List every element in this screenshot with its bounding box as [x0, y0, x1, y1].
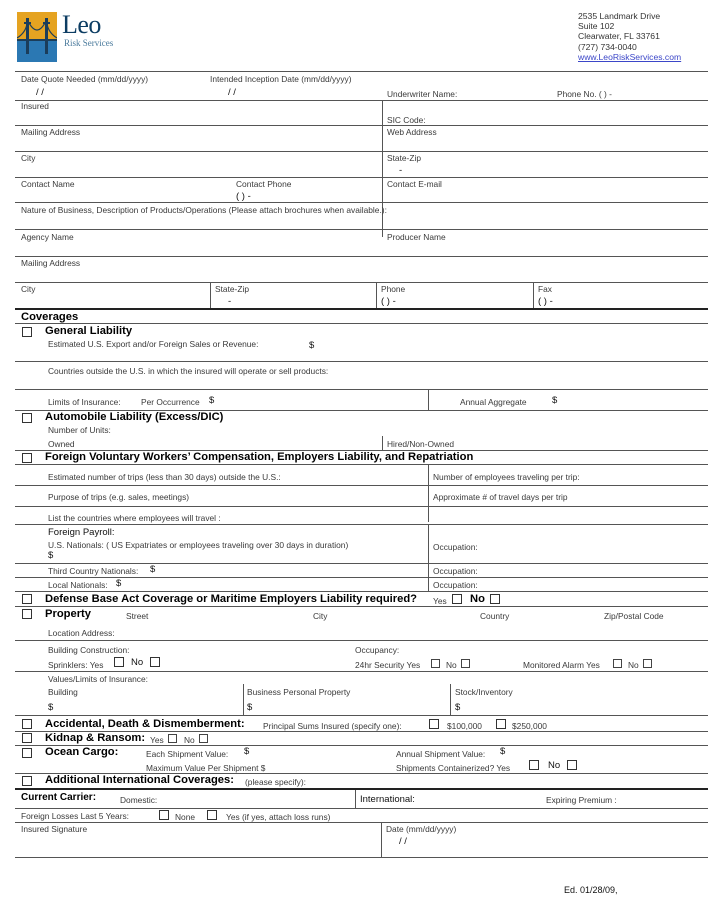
divider	[15, 715, 708, 716]
limits-label: Limits of Insurance:	[48, 397, 121, 407]
kr-checkbox[interactable]	[22, 733, 32, 743]
construction-label: Building Construction:	[48, 645, 130, 655]
each-shipment-label: Each Shipment Value:	[146, 749, 229, 759]
local-nationals-dollar: $	[116, 578, 122, 589]
divider	[15, 857, 708, 858]
column-divider	[450, 684, 451, 715]
column-divider	[355, 790, 356, 808]
divider	[15, 640, 708, 641]
stock-dollar: $	[455, 702, 461, 713]
column-divider	[382, 100, 383, 237]
divider	[15, 606, 708, 607]
property-title: Property	[45, 608, 92, 620]
add-250k-checkbox[interactable]	[496, 719, 506, 729]
containerized-yes-checkbox[interactable]	[529, 760, 539, 770]
contact-email-label: Contact E-mail	[387, 179, 442, 189]
city-label: City	[21, 153, 36, 163]
divider	[15, 125, 708, 126]
agency-fax-label: Fax	[538, 284, 552, 294]
divider	[15, 591, 708, 592]
losses-yes-checkbox[interactable]	[207, 810, 217, 820]
alarm-no-label: No	[628, 660, 639, 670]
website-link[interactable]: www.LeoRiskServices.com	[578, 51, 682, 62]
street-label: Street	[126, 611, 149, 621]
divider	[15, 151, 708, 152]
occupancy-label: Occupancy:	[355, 645, 400, 655]
bpp-dollar: $	[247, 702, 253, 713]
third-country-occupation-label: Occupation:	[433, 566, 478, 576]
property-checkbox[interactable]	[22, 609, 32, 619]
hired-label: Hired/Non-Owned	[387, 439, 455, 449]
country-label: Country	[480, 611, 510, 621]
divider	[15, 71, 708, 72]
state-zip-label: State-Zip	[387, 153, 421, 163]
add-title: Accidental, Death & Dismemberment:	[45, 718, 245, 730]
bpp-label: Business Personal Property	[247, 687, 351, 697]
signature-date-label: Date (mm/dd/yyyy)	[386, 824, 457, 834]
dba-yes-label: Yes	[433, 596, 447, 606]
agency-fax-field[interactable]: ( ) -	[538, 296, 553, 307]
security-yes-checkbox[interactable]	[431, 659, 440, 668]
export-sales-label: Estimated U.S. Export and/or Foreign Sales or Revenue:	[48, 339, 259, 349]
export-sales-dollar: $	[309, 340, 315, 351]
dba-checkbox[interactable]	[22, 594, 32, 604]
losses-none-checkbox[interactable]	[159, 810, 169, 820]
trips-estimate-label: Estimated number of trips (less than 30 days) outside the U.S.:	[48, 472, 281, 482]
max-value-label: Maximum Value Per Shipment $	[146, 763, 266, 773]
travel-days-label: Approximate # of travel days per trip	[433, 492, 568, 502]
coverages-heading: Coverages	[21, 311, 79, 323]
general-liability-checkbox[interactable]	[22, 327, 32, 337]
sic-code-label: SIC Code:	[387, 115, 426, 125]
divider	[15, 100, 708, 101]
fvwc-checkbox[interactable]	[22, 453, 32, 463]
dba-no-label: No	[470, 593, 485, 605]
containerized-label: Shipments Containerized? Yes	[396, 763, 511, 773]
contact-name-label: Contact Name	[21, 179, 75, 189]
sprinklers-label: Sprinklers: Yes	[48, 660, 104, 670]
column-divider	[382, 436, 383, 450]
agency-name-label: Agency Name	[21, 232, 74, 242]
auto-liability-title: Automobile Liability (Excess/DIC)	[45, 411, 224, 423]
sprinklers-yes-checkbox[interactable]	[114, 657, 124, 667]
foreign-losses-label: Foreign Losses Last 5 Years:	[21, 811, 130, 821]
cargo-title: Ocean Cargo:	[45, 746, 119, 758]
losses-none-label: None	[175, 812, 196, 822]
add-250k-label: $250,000	[512, 721, 547, 731]
edition-label: Ed. 01/28/09,	[564, 885, 618, 895]
dba-yes-checkbox[interactable]	[452, 594, 462, 604]
security-no-label: No	[446, 660, 457, 670]
mailing-address-label: Mailing Address	[21, 127, 81, 137]
divider	[15, 671, 708, 672]
divider	[15, 389, 708, 390]
divider	[15, 256, 708, 257]
alarm-no-checkbox[interactable]	[643, 659, 652, 668]
dba-title: Defense Base Act Coverage or Maritime Employers Liability required?	[45, 593, 418, 605]
zip-label: Zip/Postal Code	[604, 611, 664, 621]
column-divider	[428, 464, 429, 522]
units-label: Number of Units:	[48, 425, 111, 435]
divider	[15, 229, 708, 230]
each-shipment-dollar: $	[244, 746, 250, 757]
divider	[15, 563, 708, 564]
losses-yes-label: Yes (if yes, attach loss runs)	[226, 812, 331, 822]
column-divider	[428, 389, 429, 410]
owned-label: Owned	[48, 439, 75, 449]
logo-icon	[17, 12, 57, 62]
third-country-label: Third Country Nationals:	[48, 566, 139, 576]
section-divider	[15, 788, 708, 790]
kr-no-label: No	[184, 735, 195, 745]
divider	[15, 202, 708, 203]
local-nationals-label: Local Nationals:	[48, 580, 108, 590]
state-zip-dash: -	[399, 165, 403, 176]
signature-date-field[interactable]: / /	[399, 836, 407, 847]
purpose-label: Purpose of trips (e.g. sales, meetings)	[48, 492, 190, 502]
column-divider	[376, 282, 377, 309]
general-liability-title: General Liability	[45, 325, 133, 337]
add-100k-label: $100,000	[447, 721, 482, 731]
local-nationals-occupation-label: Occupation:	[433, 580, 478, 590]
agency-city-label: City	[21, 284, 36, 294]
divider	[15, 506, 708, 507]
divider	[15, 485, 708, 486]
security-label: 24hr Security Yes	[355, 660, 421, 670]
agency-phone-label: Phone	[381, 284, 406, 294]
dba-no-checkbox[interactable]	[490, 594, 500, 604]
underwriter-name-label: Underwriter Name:	[387, 89, 458, 99]
principal-sums-label: Principal Sums Insured (specify one):	[263, 721, 402, 731]
contact-phone-field[interactable]: ( ) -	[236, 191, 251, 202]
inception-date-label: Intended Inception Date (mm/dd/yyyy)	[210, 74, 352, 84]
divider	[15, 177, 708, 178]
security-no-checkbox[interactable]	[461, 659, 470, 668]
annual-shipment-label: Annual Shipment Value:	[396, 749, 486, 759]
divider	[15, 524, 708, 525]
agency-phone-field[interactable]: ( ) -	[381, 296, 396, 307]
aic-title: Additional International Coverages:	[45, 774, 234, 786]
aic-checkbox[interactable]	[22, 776, 32, 786]
column-divider	[533, 282, 534, 309]
international-label: International:	[360, 794, 415, 805]
date-quote-needed-label: Date Quote Needed (mm/dd/yyyy)	[21, 74, 149, 84]
agency-mailing-address-label: Mailing Address	[21, 258, 81, 268]
location-address-label: Location Address:	[48, 628, 115, 638]
company-address: 2535 Landmark Drive Suite 102 Clearwater, FL 33761 (727) 734-0040 www.LeoRiskServices.com	[578, 11, 682, 62]
per-occurrence-dollar: $	[209, 395, 215, 406]
brand-name: Leo	[62, 10, 101, 39]
countries-travel-label: List the countries where employees will travel :	[48, 513, 221, 523]
contact-phone-label: Contact Phone	[236, 179, 292, 189]
current-carrier-label: Current Carrier:	[21, 792, 97, 803]
divider	[15, 745, 708, 746]
alarm-yes-checkbox[interactable]	[613, 659, 622, 668]
values-limits-label: Values/Limits of Insurance:	[48, 674, 148, 684]
auto-liability-checkbox[interactable]	[22, 413, 32, 423]
phone-no-label: Phone No. ( ) -	[557, 89, 612, 99]
kr-yes-label: Yes	[150, 735, 164, 745]
us-nationals-occupation-label: Occupation:	[433, 542, 478, 552]
domestic-label: Domestic:	[120, 795, 158, 805]
gl-countries-label: Countries outside the U.S. in which the insured will operate or sell products:	[48, 366, 329, 376]
add-100k-checkbox[interactable]	[429, 719, 439, 729]
us-nationals-dollar: $	[48, 550, 54, 561]
agency-state-zip-dash: -	[228, 296, 232, 307]
aic-specify-label: (please specify):	[245, 777, 306, 787]
column-divider	[428, 524, 429, 591]
column-divider	[381, 822, 382, 858]
per-occurrence-label: Per Occurrence	[141, 397, 200, 407]
divider	[15, 464, 708, 465]
divider	[15, 822, 708, 823]
containerized-no-label: No	[548, 760, 561, 771]
insured-signature-label: Insured Signature	[21, 824, 88, 834]
annual-shipment-dollar: $	[500, 746, 506, 757]
annual-aggregate-label: Annual Aggregate	[460, 397, 527, 407]
producer-name-label: Producer Name	[387, 232, 446, 242]
expiring-premium-label: Expiring Premium :	[546, 795, 617, 805]
brand-subtitle: Risk Services	[64, 38, 114, 48]
kr-no-checkbox[interactable]	[199, 734, 208, 743]
alarm-label: Monitored Alarm Yes	[523, 660, 600, 670]
divider	[15, 282, 708, 283]
sprinklers-no-checkbox[interactable]	[150, 657, 160, 667]
insured-label: Insured	[21, 101, 49, 111]
containerized-no-checkbox[interactable]	[567, 760, 577, 770]
column-divider	[210, 282, 211, 309]
section-divider	[15, 308, 708, 310]
third-country-dollar: $	[150, 564, 156, 575]
property-city-label: City	[313, 611, 328, 621]
web-address-label: Web Address	[387, 127, 437, 137]
nature-of-business-label: Nature of Business, Description of Products/Operations (Please attach brochures when available.):	[21, 205, 387, 215]
kr-title: Kidnap & Ransom:	[45, 732, 146, 744]
date-quote-field[interactable]: / /	[36, 87, 44, 98]
divider	[15, 808, 708, 809]
annual-aggregate-dollar: $	[552, 395, 558, 406]
fvwc-title: Foreign Voluntary Workers’ Compensation, Employers Liability, and Repatriation	[45, 451, 474, 463]
inception-date-field[interactable]: / /	[228, 87, 236, 98]
building-dollar: $	[48, 702, 54, 713]
us-nationals-label: U.S. Nationals: ( US Expatriates or employees traveling over 30 days in duration)	[48, 540, 349, 550]
add-checkbox[interactable]	[22, 719, 32, 729]
agency-state-zip-label: State-Zip	[215, 284, 249, 294]
divider	[15, 361, 708, 362]
kr-yes-checkbox[interactable]	[168, 734, 177, 743]
foreign-payroll-label: Foreign Payroll:	[48, 527, 115, 538]
sprinklers-no-label: No	[131, 657, 144, 668]
stock-label: Stock/Inventory	[455, 687, 513, 697]
divider	[15, 323, 708, 324]
employees-traveling-label: Number of employees traveling per trip:	[433, 472, 580, 482]
cargo-checkbox[interactable]	[22, 748, 32, 758]
column-divider	[243, 684, 244, 715]
building-label: Building	[48, 687, 78, 697]
